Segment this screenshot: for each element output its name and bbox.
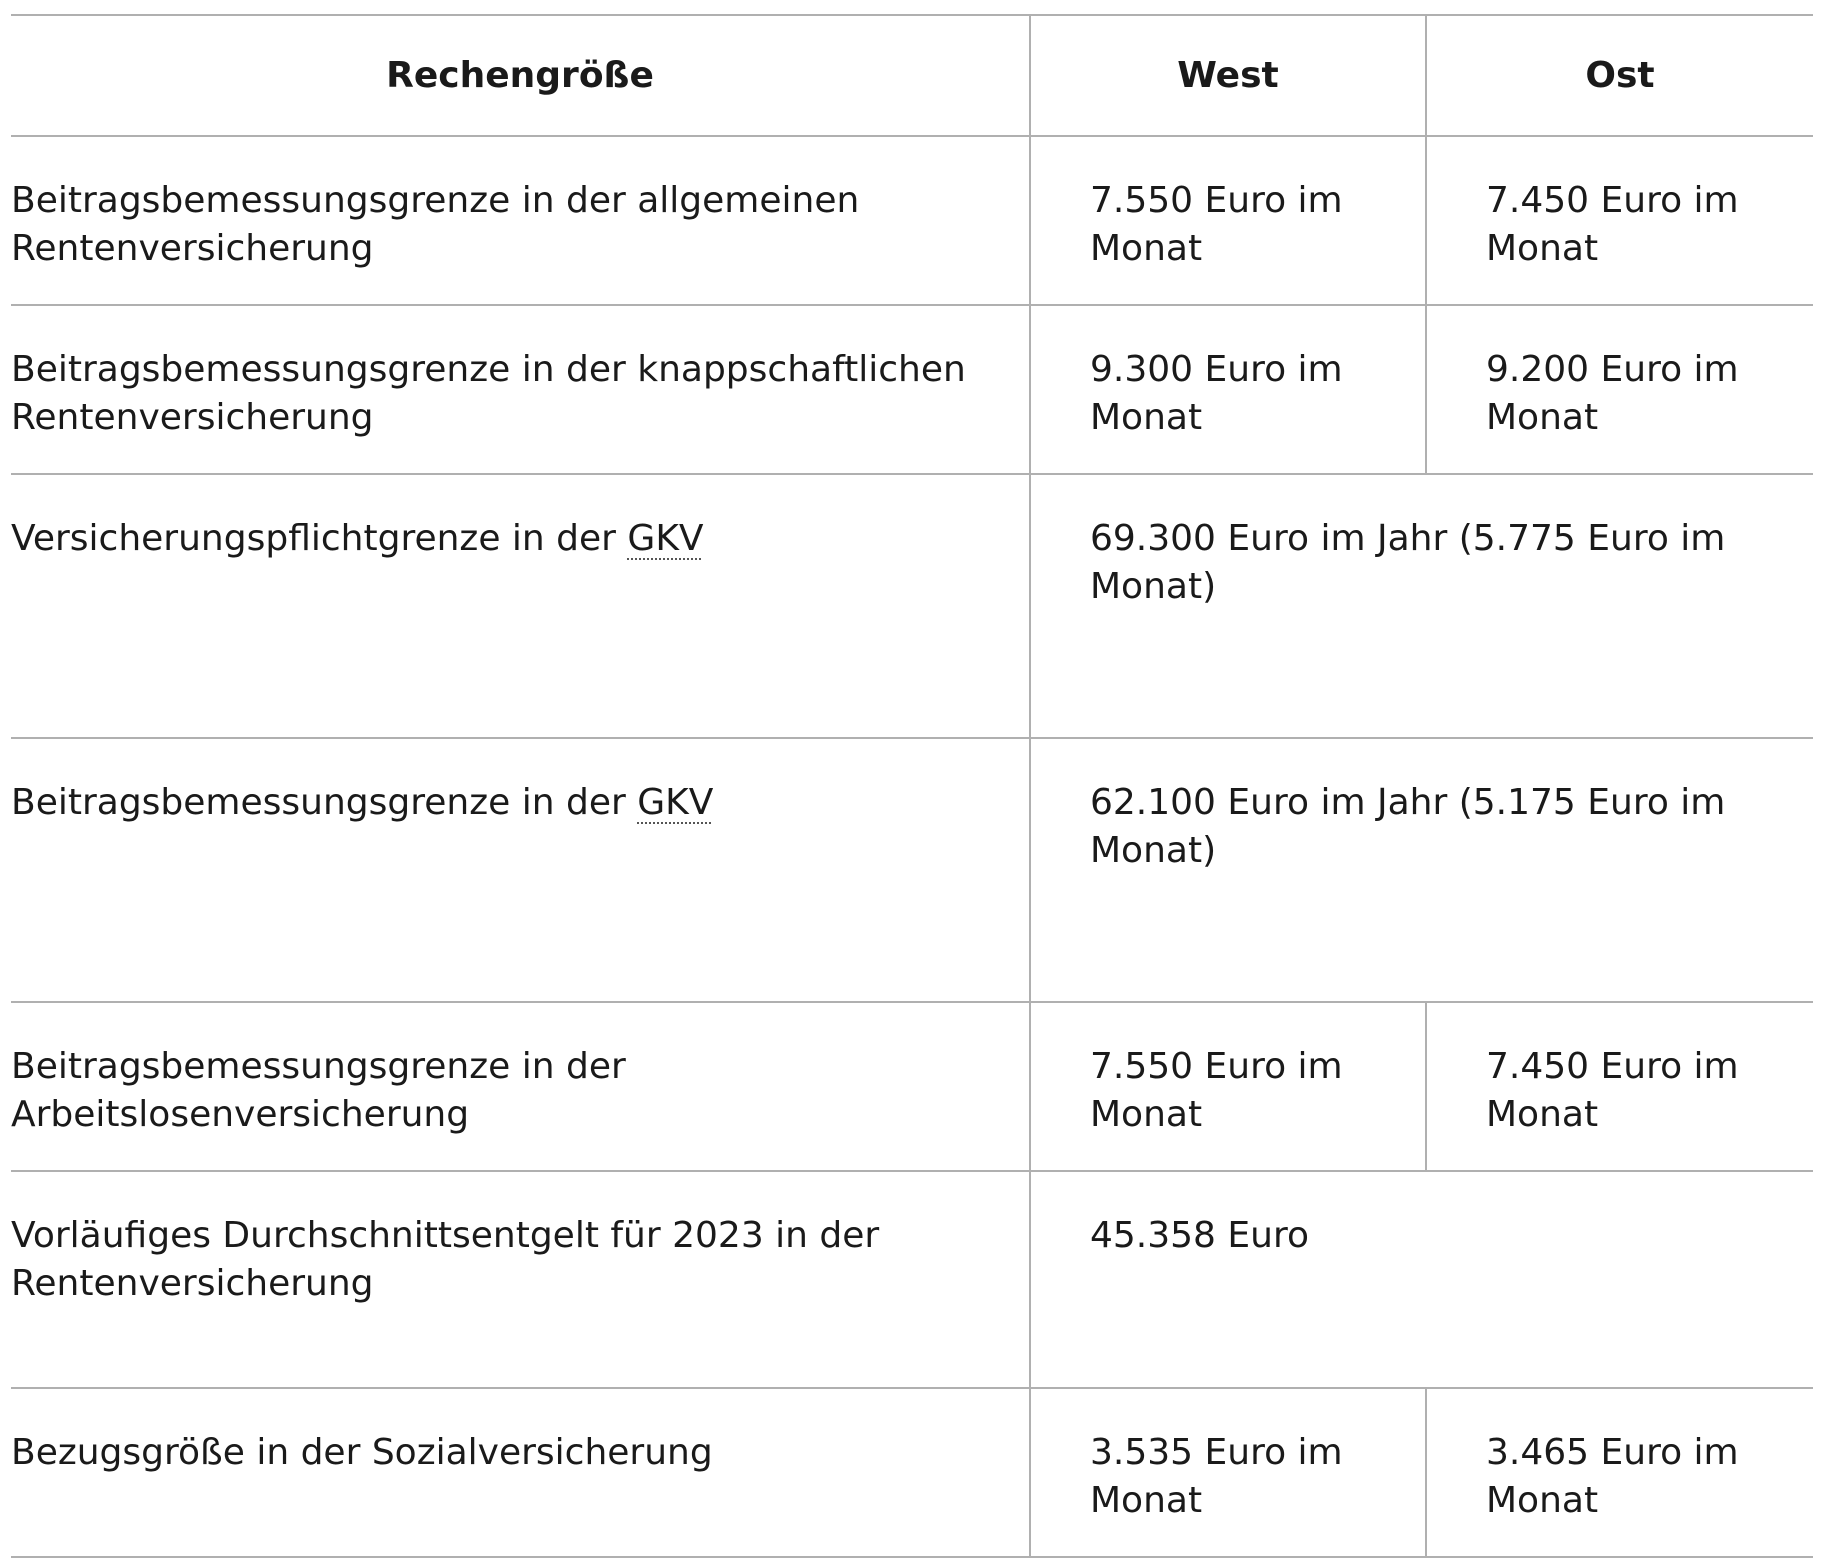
table-row: [11, 136, 1813, 305]
table-row: [11, 1388, 1813, 1557]
table-header-row: [11, 15, 1813, 136]
value-ost: 3.465 Euro im Monat: [1426, 1388, 1813, 1557]
gkv-abbreviation[interactable]: GKV: [627, 518, 704, 559]
value-west: 9.300 Euro im Monat: [1030, 305, 1426, 474]
value-west: 7.550 Euro im Monat: [1030, 136, 1426, 305]
value-ost: 7.450 Euro im Monat: [1426, 1002, 1813, 1171]
row-label: Vorläufiges Durchschnittsentgelt für 2023 in der Rentenversicherung: [11, 1171, 1030, 1388]
value-west: 3.535 Euro im Monat: [1030, 1388, 1426, 1557]
rechengroessen-table: [11, 14, 1813, 1558]
row-label-text: Beitragsbemessungsgrenze in der: [11, 782, 626, 823]
value-combined: 45.358 Euro: [1030, 1171, 1813, 1388]
row-label: [11, 738, 1030, 1002]
table-row: [11, 1171, 1813, 1388]
row-label: [11, 474, 1030, 738]
row-label: Beitragsbemessungsgrenze in der Arbeitslosenversicherung: [11, 1002, 1030, 1171]
value-ost: 7.450 Euro im Monat: [1426, 136, 1813, 305]
gkv-abbreviation[interactable]: GKV: [637, 782, 714, 823]
column-header-ost: Ost: [1426, 15, 1813, 136]
table-row: [11, 305, 1813, 474]
value-west: 7.550 Euro im Monat: [1030, 1002, 1426, 1171]
value-combined: 62.100 Euro im Jahr (5.175 Euro im Monat): [1030, 738, 1813, 1002]
table-row: [11, 738, 1813, 1002]
row-label: Beitragsbemessungsgrenze in der allgemeinen Rentenversicherung: [11, 136, 1030, 305]
value-ost: 9.200 Euro im Monat: [1426, 305, 1813, 474]
row-label: Beitragsbemessungsgrenze in der knappschaftlichen Rentenversicherung: [11, 305, 1030, 474]
column-header-rechengroesse: Rechengröße: [11, 15, 1030, 136]
value-combined: 69.300 Euro im Jahr (5.775 Euro im Monat): [1030, 474, 1813, 738]
row-label-text: Versicherungspflichtgrenze in der: [11, 518, 616, 559]
row-label: Bezugsgröße in der Sozialversicherung: [11, 1388, 1030, 1557]
column-header-west: West: [1030, 15, 1426, 136]
table-row: [11, 1002, 1813, 1171]
table-row: [11, 474, 1813, 738]
